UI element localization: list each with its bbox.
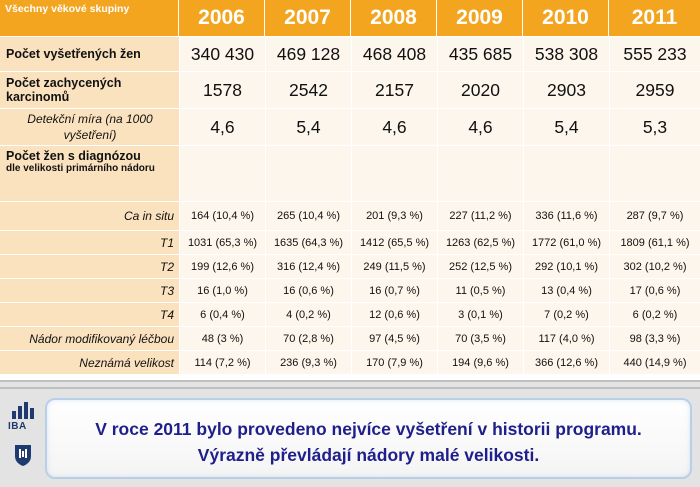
- mu-seal-icon: [12, 443, 34, 467]
- year-header: 2010: [523, 0, 609, 36]
- table-cell: 97 (4,5 %): [351, 326, 437, 350]
- table-cell: 70 (3,5 %): [437, 326, 523, 350]
- table-cell: 302 (10,2 %): [609, 254, 700, 278]
- table-cell: 1809 (61,1 %): [609, 230, 700, 254]
- table-cell: 292 (10,1 %): [523, 254, 609, 278]
- table-cell: 236 (9,3 %): [265, 350, 351, 374]
- table-cell: 13 (0,4 %): [523, 278, 609, 302]
- row-label-text: Ca in situ: [123, 209, 174, 223]
- table-row: [0, 145, 700, 201]
- row-label-text: Počet vyšetřených žen: [6, 47, 141, 61]
- table-cell: 1578: [179, 71, 265, 108]
- table-cell: 4,6: [437, 108, 523, 145]
- table-cell: 199 (12,6 %): [179, 254, 265, 278]
- table-cell: 16 (0,7 %): [351, 278, 437, 302]
- row-label-text: Detekční míra (na 1000 vyšetření): [27, 112, 153, 142]
- header-row: [0, 0, 700, 36]
- table-cell: 555 233: [609, 36, 700, 71]
- table-cell: 287 (9,7 %): [609, 201, 700, 230]
- table-cell: 4 (0,2 %): [265, 302, 351, 326]
- row-label: [0, 326, 179, 350]
- footer-divider-top: [0, 380, 700, 382]
- table-cell: 538 308: [523, 36, 609, 71]
- table-body: [0, 36, 700, 374]
- table-cell: 4,6: [351, 108, 437, 145]
- iba-logo-icon: [8, 401, 38, 435]
- table-cell: 2020: [437, 71, 523, 108]
- table-cell: 6 (0,2 %): [609, 302, 700, 326]
- table-row: [0, 71, 700, 108]
- table-cell: [351, 145, 437, 201]
- row-sublabel-text: dle velikosti primárního nádoru: [6, 163, 155, 174]
- footer-band: [0, 380, 700, 487]
- table-cell: 340 430: [179, 36, 265, 71]
- table-cell: 468 408: [351, 36, 437, 71]
- table-cell: 201 (9,3 %): [351, 201, 437, 230]
- row-label: [0, 254, 179, 278]
- row-label: [0, 36, 179, 71]
- table-cell: 366 (12,6 %): [523, 350, 609, 374]
- table-cell: 1412 (65,5 %): [351, 230, 437, 254]
- table-row: [0, 278, 700, 302]
- table-cell: 16 (0,6 %): [265, 278, 351, 302]
- row-label-text: Nádor modifikovaný léčbou: [29, 331, 174, 346]
- table-cell: 98 (3,3 %): [609, 326, 700, 350]
- summary-callout: [45, 398, 692, 479]
- table-cell: 249 (11,5 %): [351, 254, 437, 278]
- row-label: [0, 145, 179, 201]
- table-row: [0, 36, 700, 71]
- iba-logo-text: IBA: [8, 421, 27, 432]
- row-label-text: T4: [159, 307, 174, 322]
- table-cell: 336 (11,6 %): [523, 201, 609, 230]
- table-cell: 4,6: [179, 108, 265, 145]
- table-cell: 16 (1,0 %): [179, 278, 265, 302]
- table-cell: 469 128: [265, 36, 351, 71]
- table-cell: 3 (0,1 %): [437, 302, 523, 326]
- row-label: [0, 278, 179, 302]
- table-cell: [437, 145, 523, 201]
- year-header: 2008: [351, 0, 437, 36]
- table-cell: 6 (0,4 %): [179, 302, 265, 326]
- table-cell: [179, 145, 265, 201]
- table-cell: 5,3: [609, 108, 700, 145]
- table-cell: 1635 (64,3 %): [265, 230, 351, 254]
- table-row: [0, 201, 700, 230]
- table-row: [0, 108, 700, 145]
- table-cell: [523, 145, 609, 201]
- table-cell: 440 (14,9 %): [609, 350, 700, 374]
- table-cell: 48 (3 %): [179, 326, 265, 350]
- row-label: [0, 71, 179, 108]
- row-label-text: T1: [159, 235, 174, 250]
- table-cell: 1031 (65,3 %): [179, 230, 265, 254]
- year-header: 2006: [179, 0, 265, 36]
- table-cell: 1772 (61,0 %): [523, 230, 609, 254]
- callout-line-2: Výrazně převládají nádory malé velikosti.: [197, 445, 540, 465]
- table-cell: 5,4: [523, 108, 609, 145]
- table-cell: 2157: [351, 71, 437, 108]
- header-age-group: Všechny věkové skupiny: [0, 0, 179, 36]
- table-row: [0, 350, 700, 374]
- row-label: [0, 230, 179, 254]
- row-label: [0, 108, 179, 145]
- row-label-text: Počet žen s diagnózou: [6, 149, 141, 163]
- table-cell: 2959: [609, 71, 700, 108]
- row-label: [0, 302, 179, 326]
- table-cell: [609, 145, 700, 201]
- table-cell: 435 685: [437, 36, 523, 71]
- table-row: [0, 230, 700, 254]
- table-cell: 194 (9,6 %): [437, 350, 523, 374]
- table-row: [0, 302, 700, 326]
- footer-divider-bottom: [0, 387, 700, 389]
- row-label-text: T2: [159, 259, 174, 274]
- row-label-text: Neznámá velikost: [79, 355, 174, 370]
- table-cell: 2542: [265, 71, 351, 108]
- table-cell: 316 (12,4 %): [265, 254, 351, 278]
- table-cell: 12 (0,6 %): [351, 302, 437, 326]
- table-cell: 70 (2,8 %): [265, 326, 351, 350]
- table-cell: 1263 (62,5 %): [437, 230, 523, 254]
- table-row: [0, 326, 700, 350]
- row-label: [0, 201, 179, 230]
- callout-line-1: V roce 2011 bylo provedeno nejvíce vyšetření v historii programu.: [95, 419, 642, 439]
- row-label: [0, 350, 179, 374]
- table-cell: [265, 145, 351, 201]
- table-cell: 117 (4,0 %): [523, 326, 609, 350]
- table-cell: 7 (0,2 %): [523, 302, 609, 326]
- year-header: 2011: [609, 0, 700, 36]
- table-cell: 252 (12,5 %): [437, 254, 523, 278]
- table-row: [0, 254, 700, 278]
- table-cell: 2903: [523, 71, 609, 108]
- table-cell: 114 (7,2 %): [179, 350, 265, 374]
- table-cell: 265 (10,4 %): [265, 201, 351, 230]
- table-cell: 17 (0,6 %): [609, 278, 700, 302]
- table-cell: 5,4: [265, 108, 351, 145]
- table-cell: 227 (11,2 %): [437, 201, 523, 230]
- year-header: 2009: [437, 0, 523, 36]
- table-cell: 164 (10,4 %): [179, 201, 265, 230]
- row-label-text: T3: [159, 283, 174, 298]
- row-label-text: Počet zachycených karcinomů: [6, 76, 122, 104]
- table-cell: 11 (0,5 %): [437, 278, 523, 302]
- year-header: 2007: [265, 0, 351, 36]
- table-cell: 170 (7,9 %): [351, 350, 437, 374]
